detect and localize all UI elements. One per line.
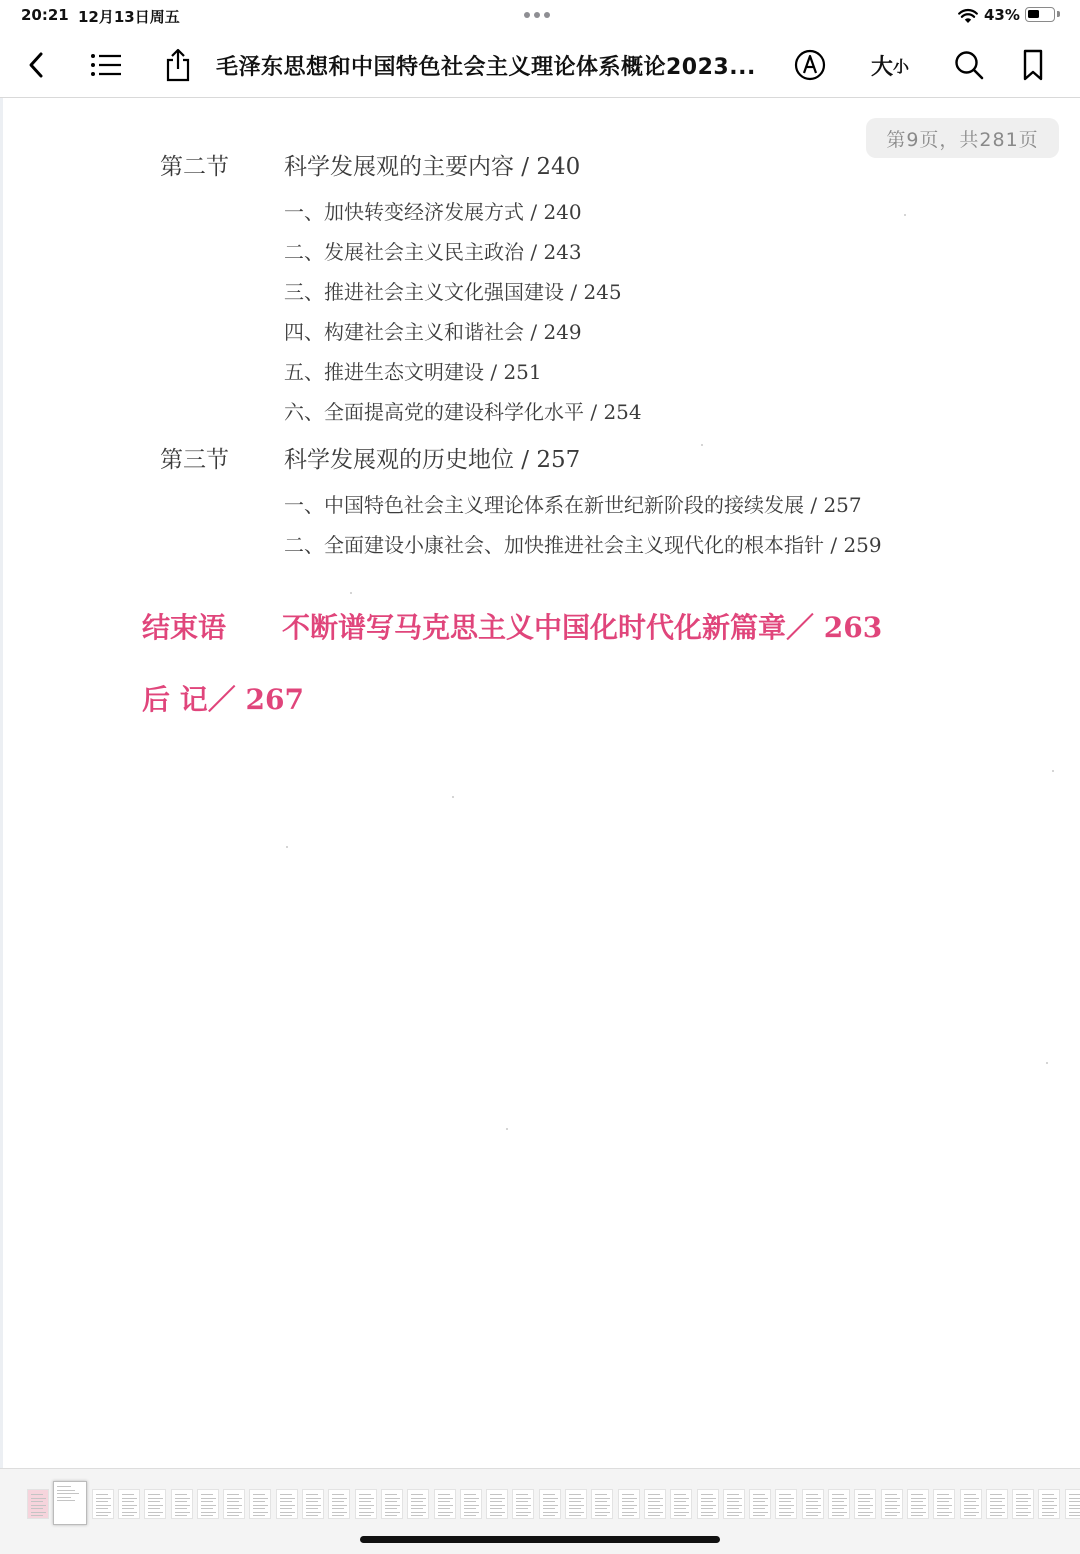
toc-conclusion-title[interactable]: 不断谱写马克思主义中国化时代化新篇章／ 263 [282, 611, 883, 644]
toc-section-3-label: 第三节 [160, 447, 229, 473]
page-thumbnail[interactable] [118, 1489, 140, 1519]
toc-afterword[interactable]: 后 记／ 267 [142, 683, 304, 716]
page-thumbnail[interactable] [775, 1489, 797, 1519]
text-size-large-label: 大 [870, 54, 893, 80]
page-thumbnail-current[interactable] [53, 1481, 87, 1525]
toc-item[interactable]: 一、中国特色社会主义理论体系在新世纪新阶段的接续发展 / 257 [284, 493, 862, 517]
toc-section-2-label: 第二节 [160, 154, 229, 180]
toc-section-3-title[interactable]: 科学发展观的历史地位 / 257 [284, 447, 581, 473]
search-button[interactable] [950, 32, 988, 98]
page-thumbnail[interactable] [197, 1489, 219, 1519]
search-icon [954, 50, 984, 80]
share-button[interactable] [160, 32, 196, 98]
toc-conclusion-label: 结束语 [142, 611, 227, 644]
battery-icon [1025, 7, 1055, 22]
status-time: 20:21 [21, 6, 69, 24]
page-thumbnail[interactable] [697, 1489, 719, 1519]
page-thumbnail[interactable] [907, 1489, 929, 1519]
page-thumbnail[interactable] [355, 1489, 377, 1519]
page-thumbnail[interactable] [933, 1489, 955, 1519]
markup-pen-icon [794, 49, 826, 81]
page-thumbnail[interactable] [591, 1489, 613, 1519]
back-chevron-icon [26, 51, 46, 79]
page-thumbnail[interactable] [512, 1489, 534, 1519]
toc-item[interactable]: 二、全面建设小康社会、加快推进社会主义现代化的根本指针 / 259 [284, 533, 882, 557]
multitask-dots-icon[interactable] [524, 12, 550, 18]
wifi-icon [958, 8, 978, 24]
status-date: 12月13日周五 [78, 8, 180, 26]
page-thumbnail[interactable] [565, 1489, 587, 1519]
home-indicator[interactable] [360, 1536, 720, 1543]
toc-item[interactable]: 三、推进社会主义文化强国建设 / 245 [284, 280, 622, 304]
document-page[interactable] [0, 98, 1080, 1468]
page-thumbnail[interactable] [881, 1489, 903, 1519]
page-thumbnail[interactable] [171, 1489, 193, 1519]
toc-section-2-title[interactable]: 科学发展观的主要内容 / 240 [284, 154, 581, 180]
page-thumbnail[interactable] [486, 1489, 508, 1519]
battery-level-fill [1028, 10, 1039, 18]
status-bar [0, 0, 1080, 32]
back-button[interactable] [18, 32, 54, 98]
page-thumbnail[interactable] [644, 1489, 666, 1519]
document-title: 毛泽东思想和中国特色社会主义理论体系概论2023... [216, 55, 756, 80]
page-thumbnail[interactable] [434, 1489, 456, 1519]
battery-percent: 43% [984, 6, 1020, 24]
page-thumbnail[interactable] [1065, 1489, 1080, 1519]
battery-cap [1057, 11, 1060, 17]
page-thumbnail[interactable] [223, 1489, 245, 1519]
page-thumbnail[interactable] [302, 1489, 324, 1519]
page-thumbnail[interactable] [618, 1489, 640, 1519]
page-thumbnail[interactable] [276, 1489, 298, 1519]
page-thumbnail[interactable] [986, 1489, 1008, 1519]
page-thumbnail[interactable] [960, 1489, 982, 1519]
reader-toolbar [0, 32, 1080, 98]
page-thumbnail[interactable] [328, 1489, 350, 1519]
toc-item[interactable]: 二、发展社会主义民主政治 / 243 [284, 240, 582, 264]
list-icon [90, 53, 122, 77]
page-thumbnail[interactable] [1038, 1489, 1060, 1519]
page-thumbnail[interactable] [144, 1489, 166, 1519]
page-edge [0, 98, 3, 1468]
text-size-button[interactable] [864, 32, 916, 98]
toc-item[interactable]: 六、全面提高党的建设科学化水平 / 254 [284, 400, 642, 424]
bookmark-icon [1022, 49, 1044, 81]
text-size-small-label: 小 [893, 56, 910, 76]
page-thumbnail[interactable] [381, 1489, 403, 1519]
page-thumbnail[interactable] [670, 1489, 692, 1519]
toc-item[interactable]: 四、构建社会主义和谐社会 / 249 [284, 320, 582, 344]
toc-item[interactable]: 一、加快转变经济发展方式 / 240 [284, 200, 582, 224]
page-thumbnail[interactable] [460, 1489, 482, 1519]
page-thumbnail[interactable] [249, 1489, 271, 1519]
page-thumbnail[interactable] [828, 1489, 850, 1519]
page-indicator: 第9页，共281页 [866, 118, 1059, 158]
markup-button[interactable] [792, 32, 828, 98]
toc-item[interactable]: 五、推进生态文明建设 / 251 [284, 360, 542, 384]
page-thumbnail[interactable] [27, 1489, 49, 1519]
share-icon [164, 48, 192, 82]
page-thumbnail[interactable] [1012, 1489, 1034, 1519]
table-of-contents-button[interactable] [86, 32, 126, 98]
page-thumbnail[interactable] [92, 1489, 114, 1519]
page-thumbnail[interactable] [539, 1489, 561, 1519]
page-thumbnail[interactable] [723, 1489, 745, 1519]
page-thumbnail[interactable] [854, 1489, 876, 1519]
page-thumbnail[interactable] [407, 1489, 429, 1519]
page-thumbnail[interactable] [802, 1489, 824, 1519]
page-thumbnail[interactable] [749, 1489, 771, 1519]
bookmark-button[interactable] [1016, 32, 1050, 98]
